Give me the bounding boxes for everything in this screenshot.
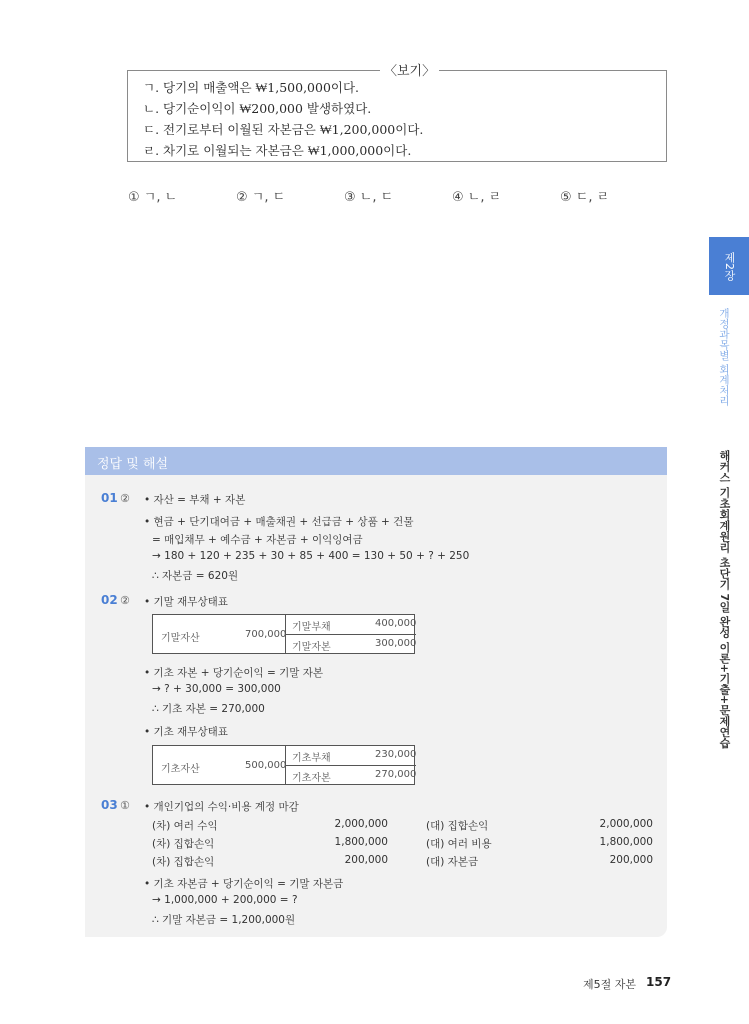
chapter-tab [709, 237, 749, 295]
answer-choice-1: ① ㄱ, ㄴ [128, 190, 178, 205]
credit-account: (대) 자본금 [426, 856, 479, 868]
example-item: ㄹ. 차기로 이월되는 자본금은 ₩1,000,000이다. [143, 143, 412, 158]
solution-line: • 기초 재무상태표 [144, 726, 228, 738]
solution-line: → ? + 30,000 = 300,000 [152, 683, 281, 695]
question-answer: ① [120, 799, 130, 812]
credit-account: (대) 여러 비용 [426, 838, 492, 850]
credit-amount: 200,000 [609, 854, 653, 866]
liability-label: 기초부채 [292, 753, 331, 764]
beginning-balance-sheet [152, 745, 415, 785]
asset-label: 기초자산 [161, 764, 200, 775]
answer-choice-4: ④ ㄴ, ㄹ [452, 190, 502, 205]
credit-amount: 1,800,000 [599, 836, 653, 848]
solution-line: • 자산 = 부채 + 자본 [144, 494, 246, 506]
answer-panel-header [85, 447, 667, 475]
solution-line: • 기초 자본금 + 당기순이익 = 기말 자본금 [144, 878, 344, 890]
question-number: 01 [101, 491, 118, 505]
solution-line: → 1,000,000 + 200,000 = ? [152, 894, 298, 906]
credit-amount: 2,000,000 [599, 818, 653, 830]
answer-choice-3: ③ ㄴ, ㄷ [344, 190, 394, 205]
liability-label: 기말부채 [292, 622, 331, 633]
example-item: ㄴ. 당기순이익이 ₩200,000 발생하였다. [143, 101, 372, 116]
liability-value: 400,000 [375, 618, 417, 629]
example-box-title: 〈보기〉 [380, 60, 439, 79]
book-title: 해커스 기초회계원리 초단기 7일 완성 이론+기출+문제연습 [718, 450, 731, 749]
chapter-tab-label: 제2장 [723, 251, 736, 281]
debit-amount: 1,800,000 [334, 836, 388, 848]
equity-value: 300,000 [375, 638, 417, 649]
solution-line: ∴ 자본금 = 620원 [152, 570, 239, 582]
solution-line: ∴ 기초 자본 = 270,000 [152, 703, 265, 715]
example-item: ㄱ. 당기의 매출액은 ₩1,500,000이다. [143, 80, 360, 95]
equity-label: 기말자본 [292, 642, 331, 653]
debit-account: (차) 집합손익 [152, 856, 215, 868]
question-number: 02 [101, 593, 118, 607]
asset-value: 700,000 [245, 629, 287, 640]
solution-line: • 기초 자본 + 당기순이익 = 기말 자본 [144, 667, 324, 679]
answer-choice-2: ② ㄱ, ㄷ [236, 190, 286, 205]
chapter-title: 개정과목별 회계처리 [718, 308, 730, 406]
answer-choice-5: ⑤ ㄷ, ㄹ [560, 190, 610, 205]
question-answer: ② [120, 492, 130, 505]
solution-line: • 현금 + 단기대여금 + 매출채권 + 선급금 + 상품 + 건물 [144, 516, 414, 528]
asset-value: 500,000 [245, 760, 287, 771]
debit-account: (차) 집합손익 [152, 838, 215, 850]
answer-panel-title: 정답 및 해설 [97, 457, 169, 472]
question-answer: ② [120, 594, 130, 607]
solution-line: • 기말 재무상태표 [144, 596, 228, 608]
page-number: 157 [646, 975, 672, 989]
asset-label: 기말자산 [161, 633, 200, 644]
example-item: ㄷ. 전기로부터 이월된 자본금은 ₩1,200,000이다. [143, 122, 424, 137]
solution-line: → 180 + 120 + 235 + 30 + 85 + 400 = 130 + 50 + ? + 250 [152, 550, 470, 562]
row-divider [286, 765, 416, 766]
row-divider [286, 634, 416, 635]
liability-value: 230,000 [375, 749, 417, 760]
solution-line: • 개인기업의 수익·비용 계정 마감 [144, 801, 299, 813]
footer-section: 제5절 자본 [583, 978, 636, 991]
equity-label: 기초자본 [292, 773, 331, 784]
debit-amount: 200,000 [344, 854, 388, 866]
credit-account: (대) 집합손익 [426, 820, 489, 832]
equity-value: 270,000 [375, 769, 417, 780]
solution-line: = 매입채무 + 예수금 + 자본금 + 이익잉여금 [152, 534, 363, 546]
debit-amount: 2,000,000 [334, 818, 388, 830]
question-number: 03 [101, 798, 118, 812]
debit-account: (차) 여러 수익 [152, 820, 218, 832]
ending-balance-sheet [152, 614, 415, 654]
solution-line: ∴ 기말 자본금 = 1,200,000원 [152, 914, 296, 926]
